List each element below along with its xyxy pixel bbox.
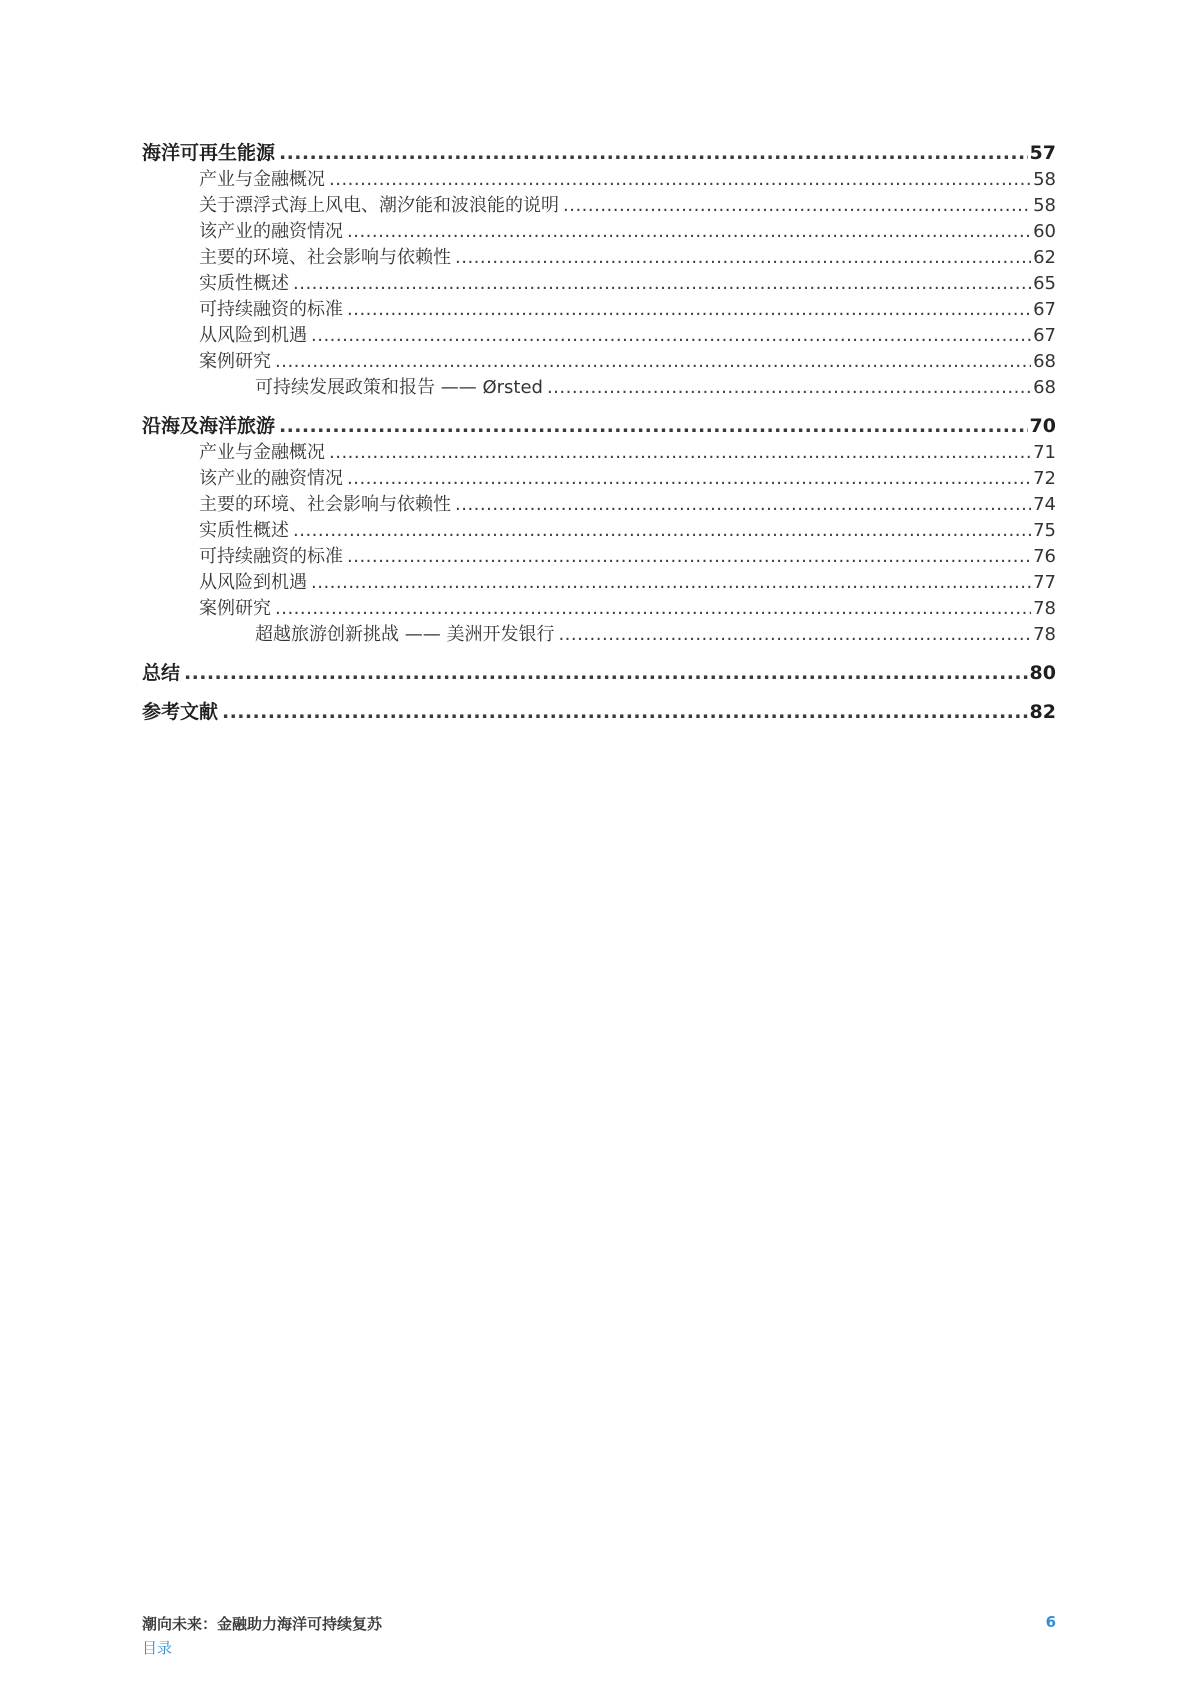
toc-entry-subitem[interactable] — [142, 375, 1056, 401]
toc-page-number: 57 — [1029, 142, 1056, 164]
toc-page-number: 67 — [1033, 325, 1056, 346]
toc-page-number: 58 — [1033, 169, 1056, 190]
toc-page-number: 77 — [1033, 572, 1056, 593]
footer-section-name: 目录 — [142, 1639, 173, 1657]
toc-page-number: 80 — [1029, 662, 1056, 684]
dot-leader — [184, 659, 1028, 687]
dot-leader — [563, 193, 1031, 219]
dot-leader — [347, 466, 1031, 492]
toc-entry-chapter[interactable] — [142, 659, 1056, 687]
page-number: 6 — [1045, 1613, 1056, 1631]
dot-leader — [329, 440, 1031, 466]
toc-entry-label: 超越旅游创新挑战 —— 美洲开发银行 — [255, 624, 555, 645]
toc-entry[interactable] — [142, 271, 1056, 297]
toc-entry-label: 关于漂浮式海上风电、潮汐能和波浪能的说明 — [199, 195, 559, 216]
toc-entry[interactable] — [142, 544, 1056, 570]
toc-entry-label: 可持续融资的标准 — [199, 546, 343, 567]
toc-entry-chapter[interactable] — [142, 698, 1056, 726]
dot-leader — [279, 139, 1028, 167]
dot-leader — [558, 622, 1031, 648]
dot-leader — [293, 271, 1031, 297]
toc-entry[interactable] — [142, 518, 1056, 544]
toc-page-number: 72 — [1033, 468, 1056, 489]
toc-entry-chapter[interactable] — [142, 139, 1056, 167]
toc-page-number: 82 — [1029, 701, 1056, 723]
toc-entry-label: 实质性概述 — [199, 520, 289, 541]
toc-entry[interactable] — [142, 297, 1056, 323]
toc-entry-label: 实质性概述 — [199, 273, 289, 294]
toc-page-number: 75 — [1033, 520, 1056, 541]
toc-entry-label: 参考文献 — [142, 701, 219, 723]
toc-page-number: 68 — [1033, 351, 1056, 372]
toc-entry[interactable] — [142, 219, 1056, 245]
toc-entry-label: 从风险到机遇 — [199, 325, 307, 346]
toc-entry-subitem[interactable] — [142, 622, 1056, 648]
dot-leader — [293, 518, 1031, 544]
dot-leader — [275, 596, 1031, 622]
dot-leader — [347, 297, 1031, 323]
dot-leader — [347, 219, 1031, 245]
dot-leader — [222, 698, 1028, 726]
toc-page-number: 78 — [1033, 598, 1056, 619]
toc-section — [142, 412, 1056, 648]
toc-section — [142, 698, 1056, 726]
toc-entry-label: 案例研究 — [199, 351, 271, 372]
toc-entry-label: 该产业的融资情况 — [199, 221, 343, 242]
toc-entry-label: 可持续融资的标准 — [199, 299, 343, 320]
toc-page-number: 76 — [1033, 546, 1056, 567]
dot-leader — [347, 544, 1031, 570]
toc-entry[interactable] — [142, 167, 1056, 193]
dot-leader — [279, 412, 1028, 440]
toc-page-number: 74 — [1033, 494, 1056, 515]
toc-entry-label: 案例研究 — [199, 598, 271, 619]
toc-entry-label: 总结 — [142, 662, 181, 684]
toc-entry-label: 沿海及海洋旅游 — [142, 415, 276, 437]
toc-entry-label: 海洋可再生能源 — [142, 142, 276, 164]
dot-leader — [455, 245, 1031, 271]
toc-entry[interactable] — [142, 245, 1056, 271]
document-title: 潮向未来：金融助力海洋可持续复苏 — [142, 1615, 383, 1633]
toc-entry-chapter[interactable] — [142, 412, 1056, 440]
toc-entry[interactable] — [142, 466, 1056, 492]
toc-page-number: 60 — [1033, 221, 1056, 242]
toc-entry-label: 从风险到机遇 — [199, 572, 307, 593]
page-footer — [142, 1613, 1056, 1658]
toc-page-number: 68 — [1033, 377, 1056, 398]
toc-section — [142, 139, 1056, 401]
dot-leader — [455, 492, 1031, 518]
toc-page-number: 70 — [1029, 415, 1056, 437]
toc-section — [142, 659, 1056, 687]
dot-leader — [311, 570, 1031, 596]
toc-page-number: 78 — [1033, 624, 1056, 645]
dot-leader — [329, 167, 1031, 193]
toc-page-number: 62 — [1033, 247, 1056, 268]
dot-leader — [275, 349, 1031, 375]
toc-entry[interactable] — [142, 323, 1056, 349]
toc-entry-label: 该产业的融资情况 — [199, 468, 343, 489]
dot-leader — [547, 375, 1031, 401]
toc-page-number: 67 — [1033, 299, 1056, 320]
table-of-contents — [142, 139, 1056, 737]
toc-entry-label: 产业与金融概况 — [199, 169, 325, 190]
toc-entry[interactable] — [142, 570, 1056, 596]
toc-entry[interactable] — [142, 492, 1056, 518]
toc-entry[interactable] — [142, 440, 1056, 466]
toc-page-number: 58 — [1033, 195, 1056, 216]
toc-entry[interactable] — [142, 349, 1056, 375]
toc-page-number: 65 — [1033, 273, 1056, 294]
toc-entry-label: 主要的环境、社会影响与依赖性 — [199, 494, 451, 515]
toc-entry[interactable] — [142, 193, 1056, 219]
toc-entry-label: 可持续发展政策和报告 —— Ørsted — [255, 377, 543, 398]
toc-entry-label: 主要的环境、社会影响与依赖性 — [199, 247, 451, 268]
toc-entry[interactable] — [142, 596, 1056, 622]
toc-page-number: 71 — [1033, 442, 1056, 463]
dot-leader — [311, 323, 1031, 349]
toc-entry-label: 产业与金融概况 — [199, 442, 325, 463]
